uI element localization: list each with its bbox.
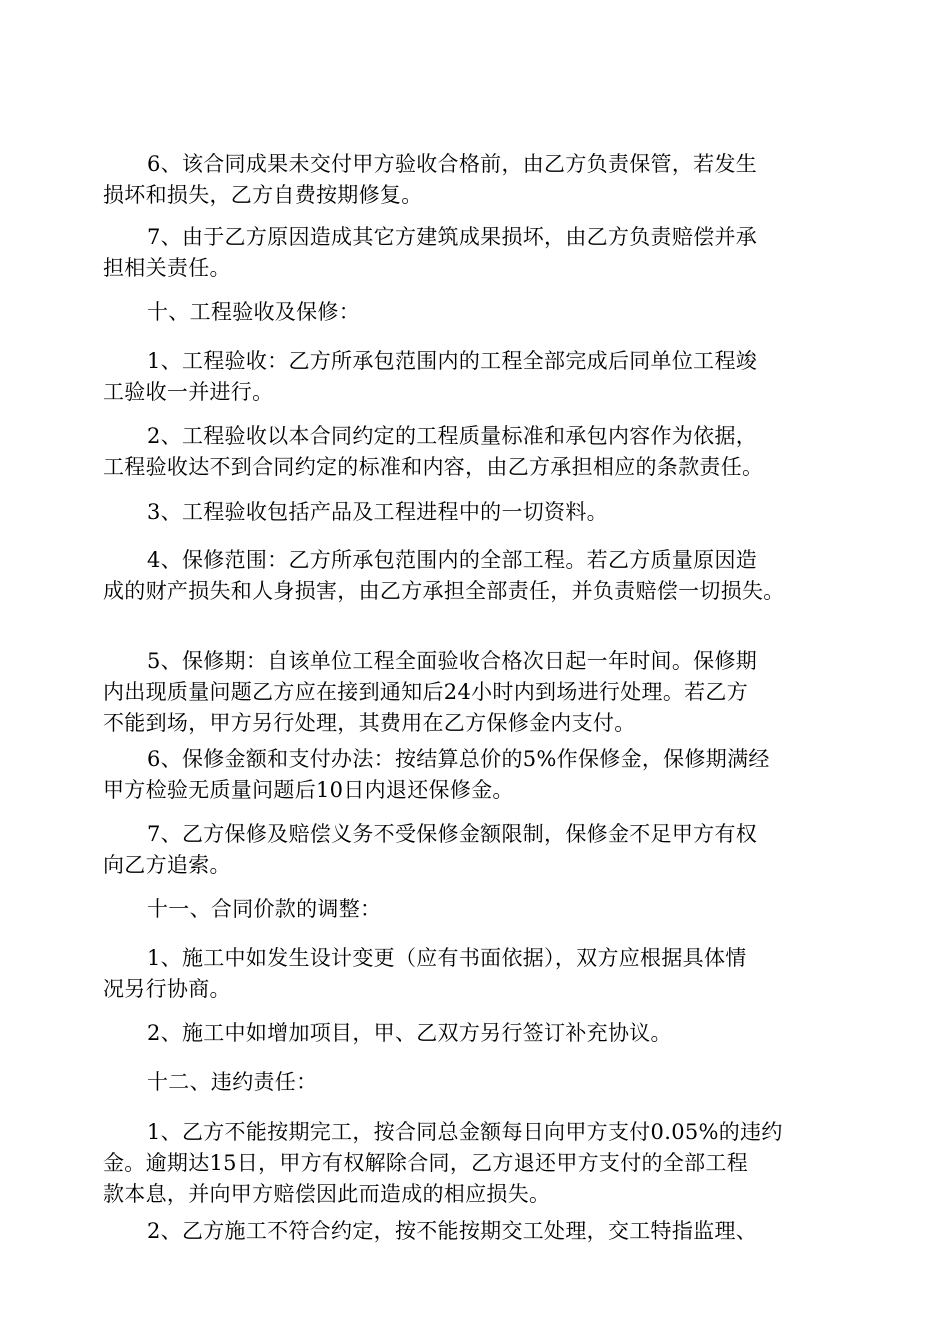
paragraph-7-damage — [103, 222, 863, 284]
paragraph-warranty-payment — [103, 744, 863, 806]
text-line: 3、工程验收包括产品及工程进程中的一切资料。 — [147, 500, 608, 524]
section-heading-11 — [103, 894, 863, 925]
paragraph-price-adjust-2 — [103, 1018, 863, 1049]
section-title: 十二、违约责任： — [147, 1070, 318, 1094]
text-line: 损坏和损失，乙方自费按期修复。 — [103, 183, 423, 207]
section-heading-12 — [103, 1067, 863, 1098]
paragraph-acceptance-2 — [103, 421, 863, 483]
text-line: 6、该合同成果未交付甲方验收合格前，由乙方负责保管，若发生 — [147, 152, 758, 176]
section-title: 十一、合同价款的调整： — [147, 897, 382, 921]
text-line: 工验收一并进行。 — [103, 380, 274, 404]
text-line: 1、工程验收：乙方所承包范围内的工程全部完成后同单位工程竣 — [147, 349, 758, 373]
paragraph-acceptance-1 — [103, 346, 863, 408]
text-line: 况另行协商。 — [103, 977, 231, 1001]
text-line: 2、乙方施工不符合约定，按不能按期交工处理，交工特指监理、 — [147, 1219, 758, 1243]
text-line: 1、施工中如发生设计变更（应有书面依据），双方应根据具体情 — [147, 946, 747, 970]
paragraph-warranty-obligation — [103, 819, 863, 881]
paragraph-price-adjust-1 — [103, 943, 863, 1005]
text-line: 4、保修范围：乙方所承包范围内的全部工程。若乙方质量原因造 — [147, 548, 758, 572]
text-line: 7、乙方保修及赔偿义务不受保修金额限制，保修金不足甲方有权 — [147, 822, 758, 846]
text-line: 款本息，并向甲方赔偿因此而造成的相应损失。 — [103, 1182, 551, 1206]
text-line: 6、保修金额和支付办法：按结算总价的5%作保修金，保修期满经 — [147, 747, 770, 771]
text-line: 2、施工中如增加项目，甲、乙双方另行签订补充协议。 — [147, 1021, 672, 1045]
text-line: 担相关责任。 — [103, 256, 231, 280]
text-line: 1、乙方不能按期完工，按合同总金额每日向甲方支付0.05%的违约 — [147, 1120, 783, 1144]
section-title: 十、工程验收及保修： — [147, 300, 360, 324]
paragraph-breach-2 — [103, 1216, 863, 1247]
text-line: 向乙方追索。 — [103, 853, 231, 877]
text-line: 成的财产损失和人身损害，由乙方承担全部责任，并负责赔偿一切损失。 — [103, 579, 785, 603]
section-heading-10 — [103, 297, 863, 328]
text-line: 金。逾期达15日，甲方有权解除合同，乙方退还甲方支付的全部工程 — [103, 1151, 749, 1175]
paragraph-breach-1 — [103, 1117, 863, 1210]
paragraph-acceptance-3 — [103, 497, 863, 528]
text-line: 不能到场，甲方另行处理，其费用在乙方保修金内支付。 — [103, 711, 636, 735]
paragraph-warranty-scope — [103, 545, 863, 607]
paragraph-6-storage — [103, 149, 863, 211]
text-line: 甲方检验无质量问题后10日内退还保修金。 — [103, 778, 514, 802]
text-line: 5、保修期：自该单位工程全面验收合格次日起一年时间。保修期 — [147, 649, 758, 673]
text-line: 2、工程验收以本合同约定的工程质量标准和承包内容作为依据， — [147, 424, 758, 448]
paragraph-warranty-period — [103, 646, 863, 739]
text-line: 7、由于乙方原因造成其它方建筑成果损坏，由乙方负责赔偿并承 — [147, 225, 758, 249]
text-line: 工程验收达不到合同约定的标准和内容，由乙方承担相应的条款责任。 — [103, 455, 764, 479]
text-line: 内出现质量问题乙方应在接到通知后24小时内到场进行处理。若乙方 — [103, 680, 749, 704]
